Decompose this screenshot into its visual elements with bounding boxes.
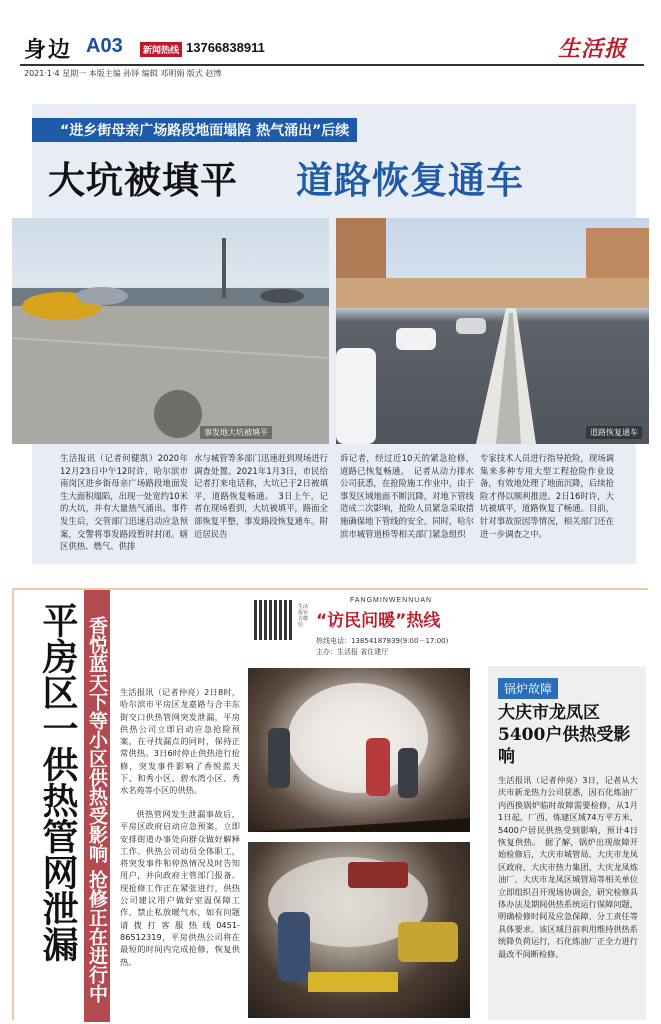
photo-road-reopened bbox=[336, 218, 649, 444]
top-story-column-2: 水与城管等多部门迅速赶到现场进行调查处置。2021年1月3日，市民给记者打来电话称，大坑已于2日被填平，道路恢复畅通。 3日上午，记者在现场看到，大坑被填平，路面全部恢复平整，事发路段恢复通车。附近居民告 bbox=[194, 453, 328, 539]
page-number: A03 bbox=[86, 35, 123, 57]
top-story-column-1: 生活报讯（记者何健凯）2020年12月23日中午12时许，哈尔滨市南岗区进乡街母亲广场路段地面发生大面积塌陷，出现一处宽约10米的大坑，并有大量热气涌出。事件发生后，交管部门迅速启动应急预案，交警将事发路段暂时封闭。辖区供热、燃气、供排 bbox=[60, 453, 188, 552]
section-name: 身边 bbox=[24, 37, 73, 63]
pipe-story-subtitle: 香悦蓝天下等小区供热受影响 抢修正在进行中 bbox=[86, 615, 108, 1003]
photo1-caption: 事发地大坑被填平 bbox=[200, 426, 272, 439]
visit-hotline-title: “访民问暖”热线 bbox=[316, 611, 441, 631]
photo2-caption: 道路恢复通车 bbox=[586, 426, 642, 439]
photo-steam-repair bbox=[248, 668, 470, 832]
qr-caption: 生活报官方微信 bbox=[298, 604, 309, 628]
boiler-story-kicker: 锅炉故障 bbox=[498, 678, 558, 699]
top-story-kicker: “进乡街母亲广场路段地面塌陷 热气涌出”后续 bbox=[32, 118, 357, 142]
newspaper-logo: 生活报 bbox=[558, 36, 628, 62]
top-story-headline-main: 大坑被填平 bbox=[48, 159, 238, 202]
pipe-story-column-1: 生活报讯（记者仲亮）2日8时，哈尔滨市平房区龙嘉路与合丰东街交口供热管网突发泄漏，平房供热公司立即启动应急抢险预案，在寻找漏点的同时，保持正常供热。3日6时停止供热进行抢修，突发事件影响了香悦蓝天下、和秀小区、碧水湾小区、秀水名苑等小区的供热。 bbox=[120, 687, 240, 796]
visit-box-pinyin: FANGMINWENNUAN bbox=[350, 597, 433, 604]
pipe-story-title: 平房区一供热管网泄漏 bbox=[37, 602, 79, 962]
photo-filled-pit-scene bbox=[12, 218, 329, 444]
photo-steam-repair-scene bbox=[248, 668, 470, 832]
hotline-tag: 新闻热线 bbox=[140, 42, 182, 57]
photo-heater-repair bbox=[248, 842, 470, 1018]
photo-road-reopened-scene bbox=[336, 218, 649, 444]
top-story-column-3: 诉记者，经过近10天的紧急抢修，道路已恢复畅通。 记者从动力排水公司获悉，在抢险施工作业中，由于事发区域地面不断沉降，对地下管线造成二次影响，抢险人员紧急采取措施确保地下管线的安全。同时，哈尔滨市城管道桥等相关部门紧急组织 bbox=[340, 453, 474, 539]
frame-top-rule bbox=[248, 588, 648, 590]
visit-hotline-phone: 热线电话：13854187839(9:00－17:00) bbox=[316, 637, 449, 645]
pipe-story-column-2: 供热管网发生泄漏事故后，平房区政府启动应急预案，立即安排街道办事处向群众做好解释工作。供热公司动员全体职工，将突发事件和停热情况及时告知用户，并向政府主管部门报备。现抢修工作正在紧张进行，供热公司建议用户做好室温保障工作，禁止私放暖气水，如有问题请拨打客服热线0451-86512319，平房供热公司将在最短的时间内完成抢修，恢复供热。 bbox=[120, 809, 240, 967]
qr-code-icon bbox=[254, 600, 294, 640]
header-rule bbox=[20, 64, 644, 66]
boiler-story-body: 生活报讯（记者仲亮）3日，记者从大庆市新龙热力公司获悉，因石化炼油厂内西换锅炉临时故障需要检修，从1月1日起，厂西、炼建区域74万平方米、5400户居民供热受到影响，预计4日恢复供热。 据了解，锅炉出现故障开始检修后，大庆市城管局、大庆市龙凤区政府、大庆市热力集团、大庆龙凤炼油厂、大庆市龙凤区城管局等相关单位立即组织召开现场协调会，研究检修具体办法及期间供热系统运行保障问题，明确检修时间及应急保障、分工责任等具体要求。该区域目前利用维持供热系统降负荷运行，石化炼油厂正全力进行最改不间断检修。 bbox=[498, 775, 638, 959]
top-story-headline-secondary: 道路恢复通车 bbox=[296, 159, 524, 202]
issue-info: 2021·1·4 星期一 本版主编 孙铎 编辑 邓明娟 版式 赵博 bbox=[24, 69, 222, 78]
photo-heater-repair-scene bbox=[248, 842, 470, 1018]
visit-hotline-host: 主办：生活报 省住建厅 bbox=[316, 648, 389, 656]
hotline-phone: 13766838911 bbox=[186, 40, 265, 55]
boiler-story-title: 大庆市龙凤区5400户供热受影响 bbox=[498, 703, 631, 767]
photo-filled-pit bbox=[12, 218, 329, 444]
top-story-column-4: 专家技术人员进行指导抢险，现场调集来多种专用大型工程抢险作业设备，有效地处理了地面沉降，后续抢险才得以顺利推进。2日16时许，大坑被填平，道路恢复了畅通。目前，针对事故原因等情况，相关部门还在进一步调查之中。 bbox=[480, 453, 614, 539]
